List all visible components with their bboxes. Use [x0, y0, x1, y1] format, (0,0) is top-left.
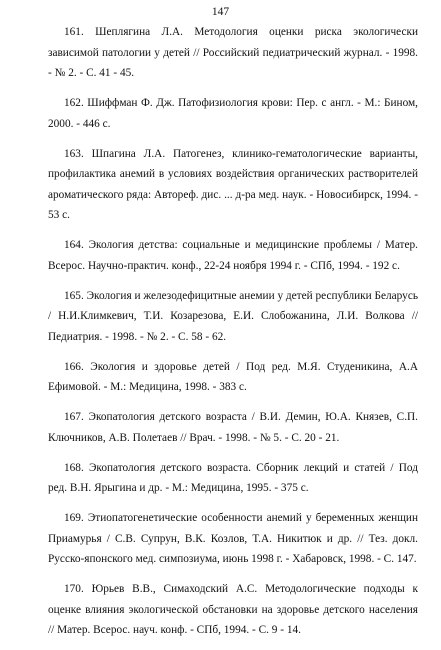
reference-list — [48, 22, 418, 650]
reference-item-164: 164. Экология детства: социальные и медицинские проблемы / Матер. Всерос. Научно-практич. конф., 22-24 ноября 1994 г. - СПб, 1994. - 192 с. — [48, 239, 418, 272]
reference-item-167: 167. Экопатология детского возраста / В.И. Демин, Ю.А. Князев, С.П. Ключников, А.В. Полетаев // Врач. - 1998. - № 5. - С. 20 - 21. — [48, 411, 418, 444]
reference-item-169: 169. Этиопатогенетические особенности анемий у беременных женщин Приамурья / С.В. Супрун, В.К. Козлов, Т.А. Никитюк и др. // Тез. докл. Русско-японского мед. симпозиума, июнь 1998 г. - Хабаровск, 1998. - С. 147. — [48, 512, 418, 565]
reference-item-165: 165. Экология и железодефицитные анемии у детей республики Беларусь / Н.И.Климкевич, Т.И. Козарезова, Е.И. Слобожанина, Л.И. Волкова // Педиатрия. - 1998. - № 2. - С. 58 - 62. — [48, 289, 418, 343]
reference-item-170: 170. Юрьев В.В., Симаходский А.С. Методологические подходы к оценке влияния экологической обстановки на здоровье детского населения // Матер. Всерос. науч. конф. - СПб, 1994. - С. 9 - 14. — [48, 583, 418, 636]
reference-item-166: 166. Экология и здоровье детей / Под ред. М.Я. Студеникина, А.А Ефимовой. - М.: Медицина, 1998. - 383 с. — [48, 360, 418, 393]
reference-item-161: 161. Шеплягина Л.А. Методология оценки риска экологически зависимой патологии у детей // Российский педиатрический журнал. - 1998. - № 2. - С. 41 - 45. — [48, 26, 418, 79]
reference-item-163: 163. Шпагина Л.А. Патогенез, клинико-гематологические варианты, профилактика анемий в условиях воздействия органических растворителей ароматического ряда: Автореф. дис. ... д-ра мед. наук. - Новосибирск, 1994. - 53 с. — [48, 147, 418, 221]
reference-item-162: 162. Шиффман Ф. Дж. Патофизиология крови: Пер. с англ. - М.: Бином, 2000. - 446 с. — [48, 97, 418, 130]
page-number: 147 — [211, 6, 230, 18]
reference-item-168: 168. Экопатология детского возраста. Сборник лекций и статей / Под ред. В.Н. Ярыгина и др. - М.: Медицина, 1995. - 375 с. — [48, 461, 418, 494]
